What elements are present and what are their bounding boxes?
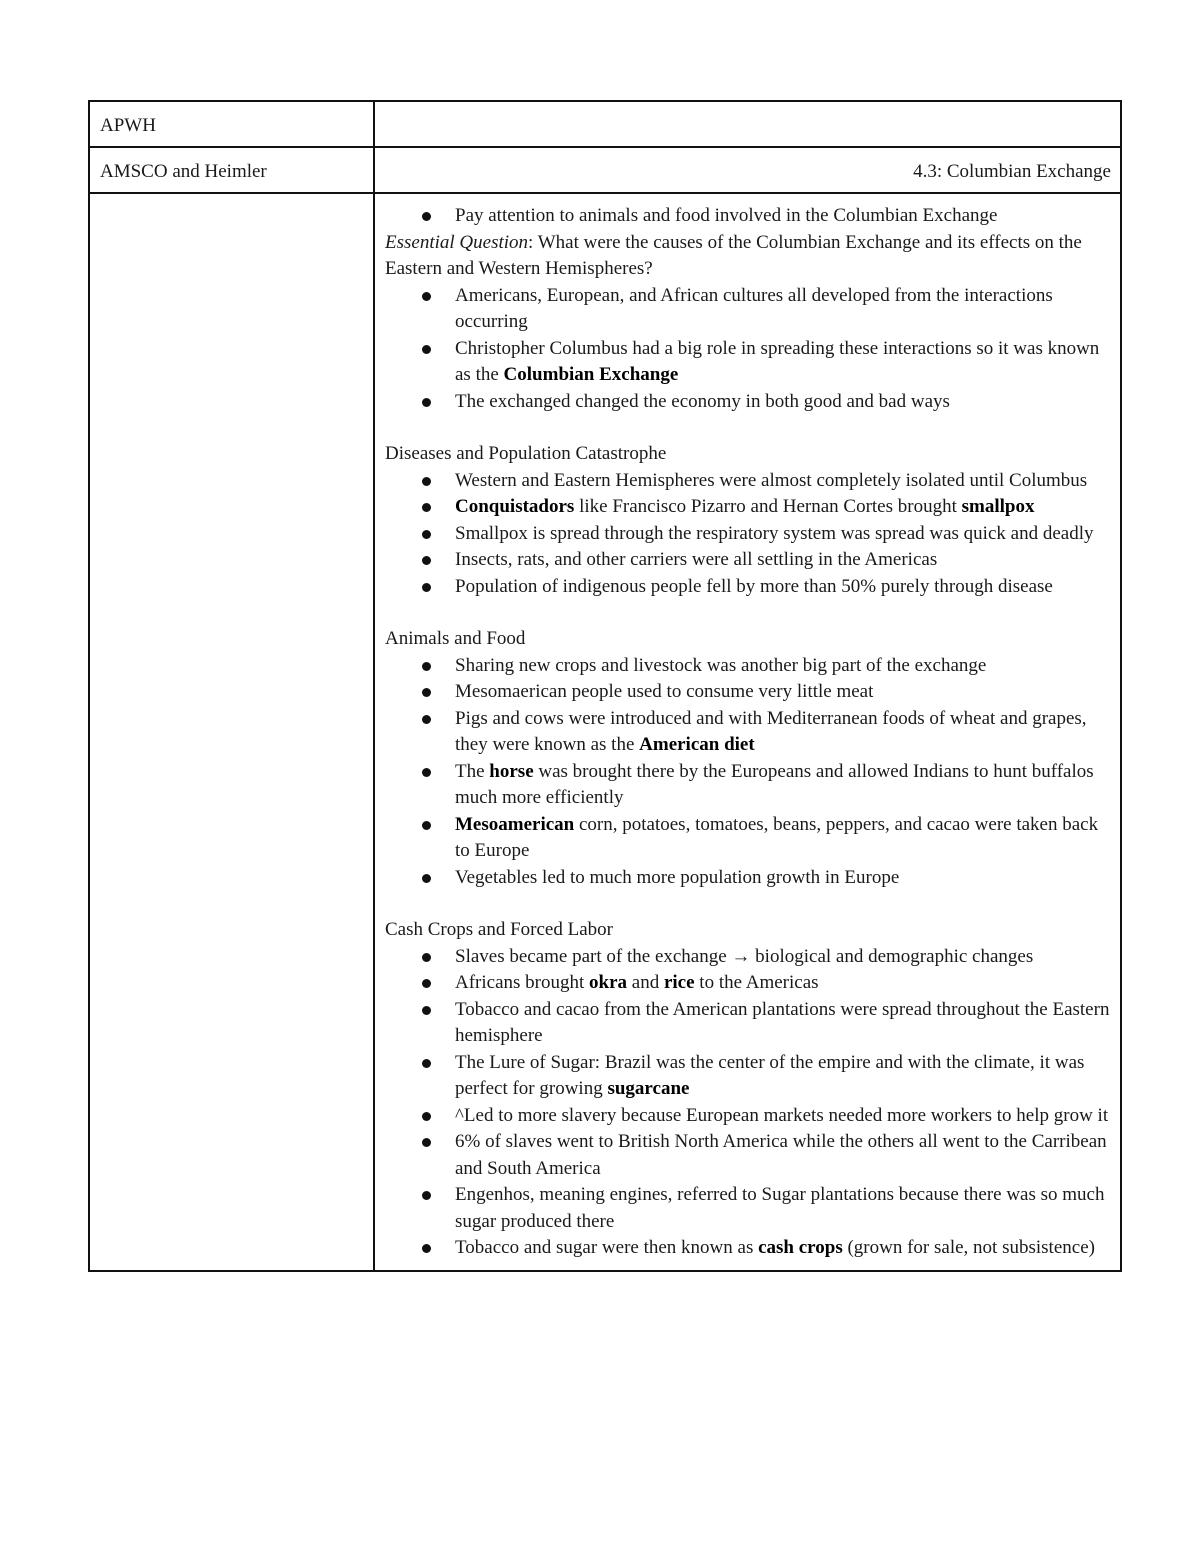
list-item	[385, 1235, 1110, 1262]
course-label: APWH	[100, 115, 156, 136]
list-item	[385, 706, 1110, 759]
bold-term: okra	[589, 972, 628, 993]
bullet-icon	[422, 1191, 431, 1200]
bullet-icon	[422, 953, 431, 962]
section-title-diseases: Diseases and Population Catastrophe	[385, 443, 667, 464]
list-item	[385, 865, 1110, 892]
bullet-text: Insects, rats, and other carriers were all settling in the Americas	[455, 549, 938, 570]
bullet-text: Vegetables led to much more population growth in Europe	[455, 866, 900, 888]
intro-points-list	[385, 283, 1110, 416]
notes-cell	[374, 193, 1121, 1271]
list-item	[385, 970, 1110, 997]
bullet-text: Smallpox is spread through the respiratory system was spread was quick and deadly	[455, 522, 1094, 544]
bullet-icon	[422, 212, 431, 221]
bullet-text: The exchanged changed the economy in both good and bad ways	[455, 390, 950, 412]
topic-title: 4.3: Columbian Exchange	[913, 161, 1111, 182]
bullet-text: to the Americas	[694, 972, 819, 993]
list-item	[385, 1103, 1110, 1130]
bullet-icon	[422, 874, 431, 883]
bold-term: smallpox	[961, 496, 1035, 517]
bullet-icon	[422, 768, 431, 777]
bullet-text: was brought there by the Europeans and allowed Indians to hunt buffalos much more efficiently	[455, 760, 1094, 808]
bullet-text: ^Led to more slavery because European markets needed more workers to help grow it	[455, 1104, 1109, 1126]
bullet-text: Christopher Columbus had a big role in spreading these interactions so it was known as the	[455, 337, 1100, 385]
bullet-icon	[422, 688, 431, 697]
bullet-icon	[422, 821, 431, 830]
bold-term: American diet	[639, 734, 755, 755]
bullet-text: corn, potatoes, tomatoes, beans, peppers, and cacao were taken back to Europe	[455, 813, 1099, 861]
header-row-topic	[89, 147, 1121, 193]
bullet-text: Population of indigenous people fell by more than 50% purely through disease	[455, 575, 1053, 597]
essential-question	[385, 230, 1110, 283]
notes-body	[375, 194, 1120, 1270]
bullet-text: Africans brought	[455, 972, 590, 993]
course-blank-cell	[374, 101, 1121, 147]
list-item	[385, 547, 1110, 574]
bold-term: horse	[489, 760, 534, 782]
list-item	[385, 574, 1110, 601]
bold-term: sugarcane	[607, 1078, 690, 1099]
bullet-icon	[422, 1244, 431, 1253]
list-item	[385, 389, 1110, 416]
list-item	[385, 1182, 1110, 1235]
list-item	[385, 653, 1110, 680]
section-title-animals: Animals and Food	[385, 628, 526, 649]
bullet-icon	[422, 715, 431, 724]
section-title-cash-crops: Cash Crops and Forced Labor	[385, 919, 613, 940]
bullet-icon	[422, 556, 431, 565]
list-item	[385, 468, 1110, 495]
list-item	[385, 759, 1110, 812]
bullet-text: The Lure of Sugar: Brazil was the center of the empire and with the climate, it was perfect for growing	[455, 1051, 1085, 1099]
source-label: AMSCO and Heimler	[100, 161, 267, 182]
bullet-text: Engenhos, meaning engines, referred to Sugar plantations because there was so much sugar produced there	[455, 1184, 1105, 1232]
bullet-text: Tobacco and sugar were then known as	[455, 1237, 759, 1258]
cue-column	[89, 193, 374, 1271]
bullet-text: (grown for sale, not subsistence)	[842, 1237, 1095, 1258]
bullet-icon	[422, 292, 431, 301]
bullet-icon	[422, 530, 431, 539]
bullet-text: Tobacco and cacao from the American plantations were spread throughout the Eastern hemisphere	[455, 998, 1110, 1046]
notes-table	[88, 100, 1122, 1272]
bullet-text: Pigs and cows were introduced and with Mediterranean foods of wheat and grapes, they were known as the	[455, 707, 1087, 755]
notes-row	[89, 193, 1121, 1271]
header-row-course	[89, 101, 1121, 147]
bullet-text: Americans, European, and African cultures all developed from the interactions occurring	[455, 284, 1053, 332]
source-cell	[89, 147, 374, 193]
list-item	[385, 283, 1110, 336]
bullet-icon	[422, 662, 431, 671]
essential-question-text: : What were the causes of the Columbian Exchange and its effects on the Eastern and Western Hemispheres?	[385, 231, 1082, 279]
intro-bullet-list	[385, 203, 1110, 230]
bullet-icon	[422, 1006, 431, 1015]
bullet-text: and	[627, 972, 664, 993]
diseases-list	[385, 468, 1110, 601]
bullet-text: Western and Eastern Hemispheres were almost completely isolated until Columbus	[455, 469, 1088, 491]
bullet-icon	[422, 503, 431, 512]
essential-question-label: Essential Question	[385, 231, 529, 253]
list-item	[385, 521, 1110, 548]
list-item	[385, 1129, 1110, 1182]
bullet-icon	[422, 1112, 431, 1121]
animals-list	[385, 653, 1110, 892]
list-item	[385, 203, 1110, 230]
bullet-icon	[422, 1059, 431, 1068]
list-item	[385, 679, 1110, 706]
list-item	[385, 1050, 1110, 1103]
bullet-text: Pay attention to animals and food involved in the Columbian Exchange	[455, 205, 998, 226]
bullet-text: Slaves became part of the exchange → biological and demographic changes	[455, 945, 1034, 967]
bullet-icon	[422, 979, 431, 988]
list-item	[385, 944, 1110, 971]
list-item	[385, 336, 1110, 389]
bold-term: Columbian Exchange	[503, 364, 679, 385]
list-item	[385, 997, 1110, 1050]
list-item	[385, 812, 1110, 865]
bullet-icon	[422, 583, 431, 592]
bold-term: cash crops	[758, 1237, 843, 1258]
cash-crops-list	[385, 944, 1110, 1262]
bold-term: rice	[663, 972, 695, 993]
bullet-text: The	[455, 760, 490, 782]
bullet-text: 6% of slaves went to British North America while the others all went to the Carribean and South America	[455, 1131, 1107, 1179]
bullet-icon	[422, 477, 431, 486]
bullet-icon	[422, 345, 431, 354]
bullet-icon	[422, 1138, 431, 1147]
bullet-text: like Francisco Pizarro and Hernan Cortes brought	[574, 496, 962, 517]
bullet-text: Sharing new crops and livestock was another big part of the exchange	[455, 654, 987, 676]
bold-term: Conquistadors	[455, 496, 575, 517]
bold-term: Mesoamerican	[455, 813, 575, 835]
bullet-icon	[422, 398, 431, 407]
bullet-text: Mesomaerican people used to consume very little meat	[455, 681, 874, 702]
list-item	[385, 494, 1110, 521]
topic-cell	[374, 147, 1121, 193]
course-cell	[89, 101, 374, 147]
